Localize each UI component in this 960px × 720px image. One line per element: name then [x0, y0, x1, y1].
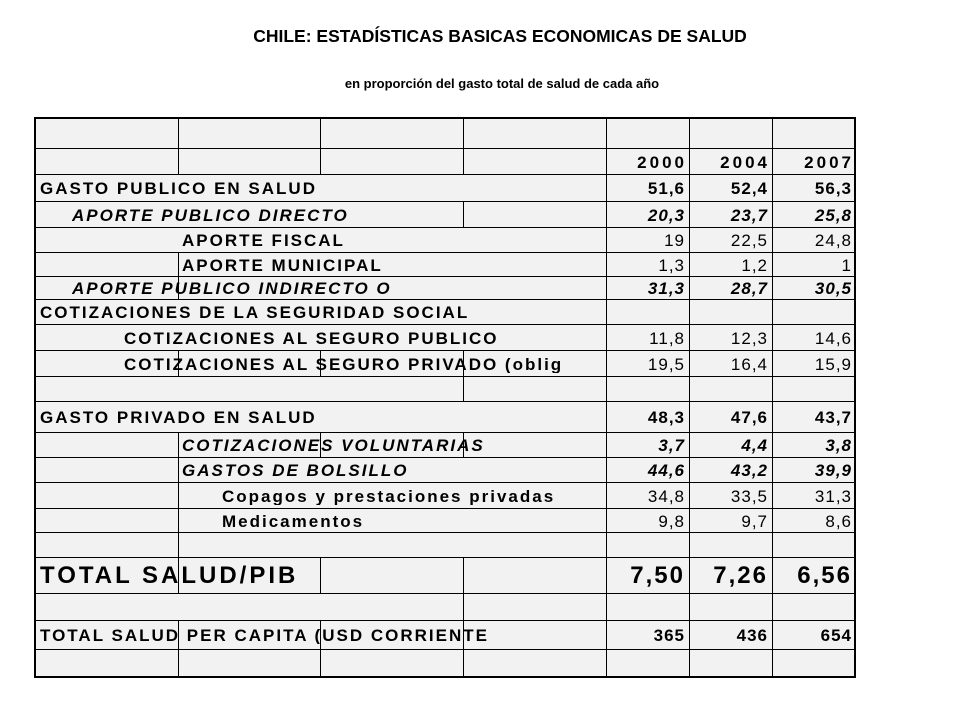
- row-label: APORTE MUNICIPAL: [182, 256, 383, 274]
- grid-line: [320, 117, 321, 148]
- grid-line: [606, 117, 607, 678]
- row-label: COTIZACIONES AL SEGURO PRIVADO (oblig: [124, 355, 564, 373]
- grid-line: [320, 148, 321, 174]
- value-cell: 6,56: [797, 562, 852, 589]
- grid-line: [36, 148, 854, 149]
- value-cell: 1,2: [741, 255, 768, 275]
- grid-line: [36, 593, 854, 594]
- grid-line: [178, 532, 179, 557]
- value-cell: 31,3: [647, 279, 685, 298]
- row-label: GASTO PRIVADO EN SALUD: [40, 409, 317, 426]
- value-cell: 365: [653, 626, 685, 645]
- page-title: CHILE: ESTADÍSTICAS BASICAS ECONOMICAS DE SALUD: [253, 26, 747, 46]
- grid-line: [463, 148, 464, 174]
- grid-line: [178, 649, 179, 678]
- grid-line: [36, 457, 854, 458]
- grid-line: [36, 557, 854, 558]
- value-cell: 24,8: [814, 231, 852, 250]
- grid-line: [36, 432, 854, 433]
- year-header: 2000: [637, 153, 687, 172]
- grid-line: [36, 401, 854, 402]
- grid-line: [463, 201, 464, 227]
- grid-line: [689, 117, 690, 678]
- value-cell: 9,7: [741, 511, 768, 531]
- value-cell: 654: [820, 626, 852, 645]
- grid-line: [36, 482, 854, 483]
- value-cell: 19: [664, 231, 685, 250]
- value-cell: 20,3: [647, 205, 685, 225]
- value-cell: 16,4: [730, 354, 768, 374]
- value-cell: 3,8: [825, 436, 852, 455]
- row-label: COTIZACIONES AL SEGURO PUBLICO: [124, 329, 499, 347]
- row-label: APORTE FISCAL: [182, 232, 345, 249]
- grid-line: [36, 620, 854, 621]
- grid-line: [36, 174, 854, 175]
- grid-line: [36, 299, 854, 300]
- grid-line: [36, 201, 854, 202]
- row-label: APORTE PUBLICO INDIRECTO O: [72, 280, 392, 297]
- grid-line: [178, 457, 179, 482]
- value-cell: 19,5: [647, 354, 685, 374]
- row-label: TOTAL SALUD PER CAPITA (USD CORRIENTE: [40, 627, 489, 644]
- row-label: Copagos y prestaciones privadas: [222, 487, 556, 505]
- value-cell: 25,8: [814, 205, 852, 225]
- grid-line: [463, 557, 464, 593]
- value-cell: 34,8: [647, 486, 685, 506]
- value-cell: 28,7: [730, 279, 768, 298]
- value-cell: 436: [736, 626, 768, 645]
- value-cell: 33,5: [730, 486, 768, 506]
- grid-line: [36, 227, 854, 228]
- value-cell: 11,8: [649, 328, 685, 348]
- grid-line: [178, 432, 179, 457]
- value-cell: 3,7: [658, 436, 685, 455]
- value-cell: 52,4: [730, 179, 768, 198]
- grid-line: [463, 117, 464, 148]
- value-cell: 43,2: [730, 461, 768, 480]
- value-cell: 56,3: [814, 179, 852, 198]
- grid-line: [178, 482, 179, 508]
- value-cell: 22,5: [730, 231, 768, 250]
- value-cell: 1: [841, 255, 852, 275]
- grid-line: [178, 117, 179, 148]
- grid-line: [36, 376, 854, 377]
- value-cell: 12,3: [730, 328, 768, 348]
- grid-line: [320, 557, 321, 593]
- value-cell: 44,6: [647, 461, 685, 480]
- grid-line: [463, 376, 464, 401]
- grid-line: [463, 593, 464, 620]
- grid-line: [36, 252, 854, 253]
- row-label: APORTE PUBLICO DIRECTO: [72, 206, 349, 224]
- row-label: GASTOS DE BOLSILLO: [182, 462, 409, 479]
- grid-line: [772, 117, 773, 678]
- grid-line: [178, 508, 179, 532]
- grid-line: [36, 649, 854, 650]
- row-label: Medicamentos: [222, 512, 365, 530]
- value-cell: 30,5: [814, 279, 852, 298]
- value-cell: 15,9: [814, 354, 852, 374]
- value-cell: 9,8: [658, 511, 685, 531]
- value-cell: 51,6: [647, 179, 685, 198]
- year-header: 2007: [804, 153, 854, 172]
- value-cell: 31,3: [814, 486, 852, 506]
- value-cell: 1,3: [658, 255, 685, 275]
- grid-line: [36, 350, 854, 351]
- grid-line: [36, 276, 854, 277]
- value-cell: 39,9: [814, 461, 852, 480]
- grid-line: [36, 324, 854, 325]
- value-cell: 48,3: [647, 408, 685, 427]
- value-cell: 23,7: [730, 205, 768, 225]
- value-cell: 7,50: [630, 562, 685, 589]
- value-cell: 7,26: [713, 562, 768, 589]
- row-label: GASTO PUBLICO EN SALUD: [40, 180, 317, 197]
- row-label: COTIZACIONES VOLUNTARIAS: [182, 437, 485, 454]
- value-cell: 47,6: [730, 408, 768, 427]
- value-cell: 43,7: [814, 408, 852, 427]
- value-cell: 4,4: [741, 436, 768, 455]
- statistics-table: [34, 117, 856, 678]
- page-subtitle: en proporción del gasto total de salud de cada año: [344, 76, 660, 91]
- grid-line: [320, 649, 321, 678]
- year-header: 2004: [720, 153, 770, 172]
- row-label: TOTAL SALUD/PIB: [40, 564, 299, 588]
- row-label: COTIZACIONES DE LA SEGURIDAD SOCIAL: [40, 304, 470, 321]
- grid-line: [178, 148, 179, 174]
- grid-line: [178, 252, 179, 276]
- grid-line: [36, 508, 854, 509]
- grid-line: [463, 649, 464, 678]
- value-cell: 14,6: [814, 328, 852, 348]
- grid-line: [36, 532, 854, 533]
- value-cell: 8,6: [825, 511, 852, 531]
